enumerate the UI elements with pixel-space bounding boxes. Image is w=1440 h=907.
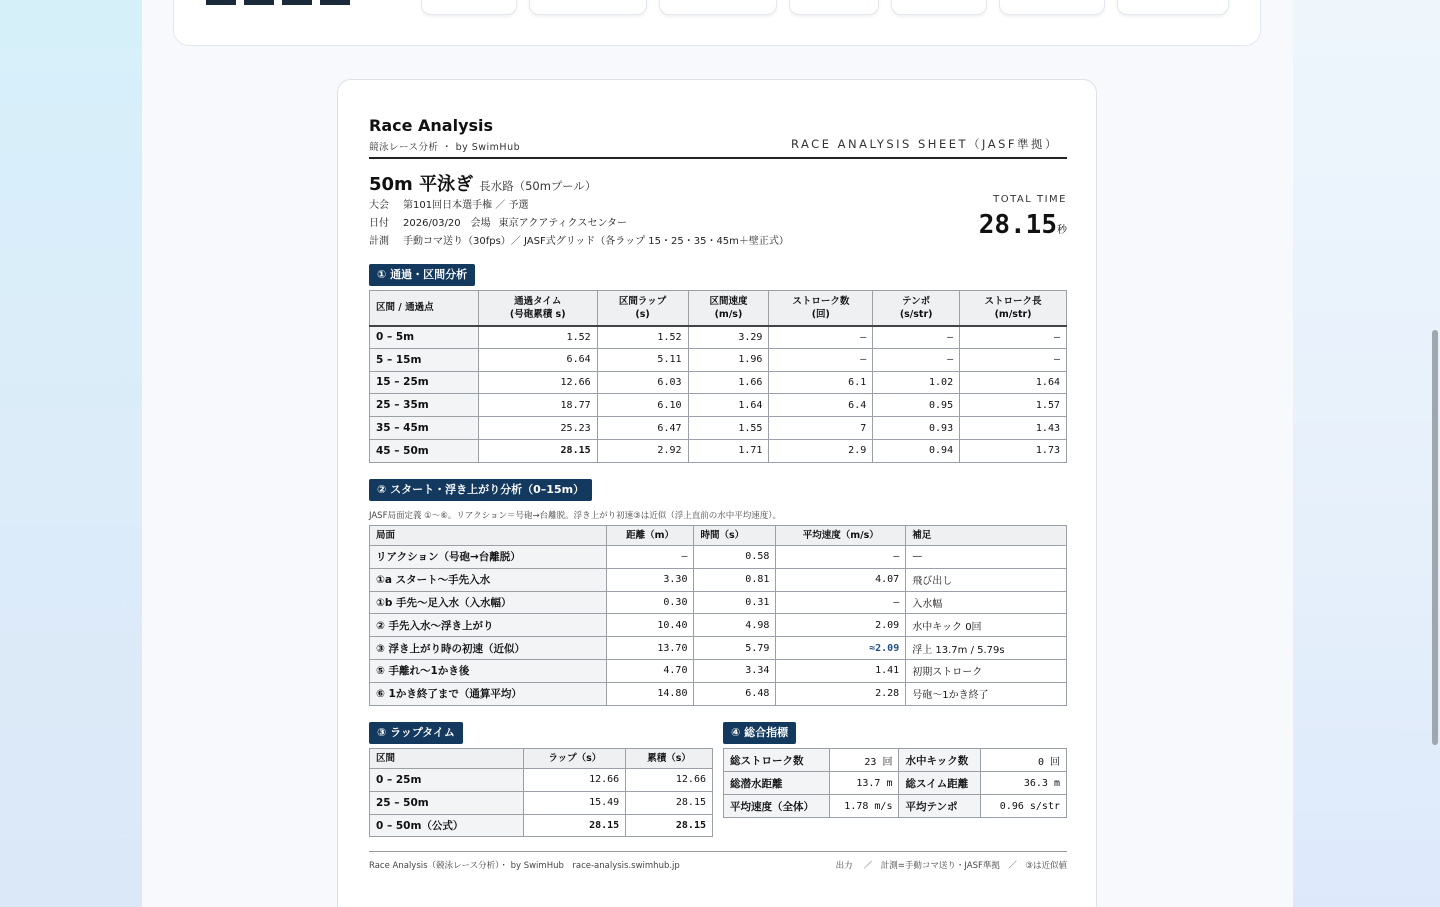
col-phase: 局面: [370, 526, 607, 546]
speed-cell: –: [776, 591, 906, 614]
strokes-cell: –: [769, 326, 873, 349]
note-cell: 飛び出し: [906, 568, 1067, 591]
lap-cell: 1.52: [597, 326, 688, 349]
metric-label: 総ストローク数: [724, 749, 830, 772]
cumulative-cell: 12.66: [626, 769, 713, 792]
table-row: [370, 814, 713, 837]
col-strokes: ストローク数 (回): [769, 291, 873, 326]
section4-heading: ④ 総合指標: [723, 722, 796, 744]
phase-cell: ② 手先入水〜浮き上がり: [370, 614, 607, 637]
length-cell: 1.64: [960, 371, 1067, 394]
segment-cell: 25 – 35m: [370, 394, 479, 417]
nav-button-6[interactable]: [999, 0, 1105, 15]
distance-cell: 10.40: [606, 614, 694, 637]
table-row: [370, 591, 1067, 614]
note-cell: —: [906, 546, 1067, 569]
meet-label: 大会: [369, 200, 389, 211]
summary-metrics-table: [723, 748, 1067, 818]
scrollbar-thumb[interactable]: [1432, 330, 1438, 745]
tempo-cell: 0.94: [873, 439, 960, 462]
col-note: 補足: [906, 526, 1067, 546]
table-row: [370, 791, 713, 814]
total-time-value: 28.15: [978, 210, 1057, 240]
table-row: [370, 614, 1067, 637]
total-time: [979, 210, 1067, 240]
section1-heading: ① 通過・区間分析: [369, 264, 475, 286]
section2-heading: ② スタート・浮き上がり分析（0–15m）: [369, 479, 592, 501]
metric-label: 平均テンポ: [899, 795, 981, 818]
phase-cell: ⑥ 1かき終了まで（通算平均）: [370, 682, 607, 705]
measure-value: 手動コマ送り（30fps）／ JASF式グリッド（各ラップ 15・25・35・45m＋壁正式）: [403, 236, 789, 247]
nav-button-7[interactable]: [1117, 0, 1229, 15]
table-row: [724, 772, 1067, 795]
split-analysis-table: [369, 290, 1067, 463]
table-row: [370, 326, 1067, 349]
metric-value: 23 回: [829, 749, 899, 772]
date-label: 日付: [369, 218, 389, 229]
metric-value: 0 回: [981, 749, 1067, 772]
header-divider: [369, 157, 1067, 159]
note-cell: 水中キック 0回: [906, 614, 1067, 637]
nav-button-5[interactable]: [891, 0, 987, 15]
distance-cell: 4.70: [606, 659, 694, 682]
section2-note: JASF局面定義 ①〜⑥。リアクション＝号砲→台離脱。浮き上がり初速③は近似（浮上直前の水中平均速度）。: [369, 511, 781, 521]
pass-cell: 25.23: [478, 417, 597, 440]
tempo-cell: –: [873, 348, 960, 371]
time-cell: 4.98: [694, 614, 776, 637]
sheet-title: Race Analysis: [369, 116, 494, 135]
length-cell: –: [960, 326, 1067, 349]
time-cell: 0.31: [694, 591, 776, 614]
metric-value: 0.96 s/str: [981, 795, 1067, 818]
metric-value: 1.78 m/s: [829, 795, 899, 818]
col-lap: ラップ（s）: [524, 749, 626, 769]
top-navbar: [173, 0, 1261, 46]
venue-value: 東京アクアティクスセンター: [498, 218, 628, 229]
note-cell: 入水幅: [906, 591, 1067, 614]
phase-cell: ③ 浮き上がり時の初速（近似）: [370, 637, 607, 660]
lap-cell: 28.15: [524, 814, 626, 837]
time-cell: 0.58: [694, 546, 776, 569]
meta-date: [369, 214, 627, 229]
speed-cell: 2.09: [776, 614, 906, 637]
strokes-cell: 6.4: [769, 394, 873, 417]
lap-cell: 6.47: [597, 417, 688, 440]
nav-button-2[interactable]: [529, 0, 647, 15]
section3-heading: ③ ラップタイム: [369, 722, 463, 744]
pass-cell: 18.77: [478, 394, 597, 417]
col-time: 時間（s）: [694, 526, 776, 546]
phase-cell: リアクション（号砲→台離脱）: [370, 546, 607, 569]
table-row: [370, 371, 1067, 394]
distance-cell: 0.30: [606, 591, 694, 614]
table-row: [370, 637, 1067, 660]
phase-cell: ①a スタート〜手先入水: [370, 568, 607, 591]
table-row: [370, 682, 1067, 705]
table-header-row: [370, 291, 1067, 326]
start-analysis-table: [369, 525, 1067, 706]
tempo-cell: 0.95: [873, 394, 960, 417]
total-time-unit: 秒: [1057, 225, 1067, 236]
date-value: 2026/03/20: [403, 218, 461, 229]
pass-cell: 1.52: [478, 326, 597, 349]
table-row: [370, 417, 1067, 440]
speed-cell: ≈2.09: [776, 637, 906, 660]
sheet-subtitle: 競泳レース分析 ・ by SwimHub: [369, 142, 521, 153]
time-cell: 6.48: [694, 682, 776, 705]
table-header-row: [370, 749, 713, 769]
metric-label: 水中キック数: [899, 749, 981, 772]
cumulative-cell: 28.15: [626, 814, 713, 837]
lap-cell: 6.03: [597, 371, 688, 394]
distance-cell: 3.30: [606, 568, 694, 591]
event-pool: 長水路（50mプール）: [479, 179, 597, 193]
note-cell: 号砲〜1かき終了: [906, 682, 1067, 705]
lap-cell: 6.10: [597, 394, 688, 417]
segment-cell: 15 – 25m: [370, 371, 479, 394]
col-lap: 区間ラップ (s): [597, 291, 688, 326]
analysis-sheet: [337, 79, 1097, 907]
meet-value: 第101回日本選手権 ／ 予選: [403, 200, 529, 211]
note-cell: 浮上 13.7m / 5.79s: [906, 637, 1067, 660]
table-row: [370, 439, 1067, 462]
venue-label: 会場: [470, 218, 491, 229]
lap-cell: 5.11: [597, 348, 688, 371]
note-cell: 初期ストローク: [906, 659, 1067, 682]
cumulative-cell: 28.15: [626, 791, 713, 814]
measure-label: 計測: [369, 236, 389, 247]
distance-cell: –: [606, 546, 694, 569]
distance-cell: 13.70: [606, 637, 694, 660]
metric-label: 総潜水距離: [724, 772, 830, 795]
col-avg-speed: 平均速度（m/s）: [776, 526, 906, 546]
table-row: [370, 769, 713, 792]
sheet-label: RACE ANALYSIS SHEET（JASF準拠）: [790, 137, 1059, 151]
meta-measure: [369, 232, 789, 247]
table-row: [370, 568, 1067, 591]
pass-cell: 28.15: [478, 439, 597, 462]
speed-cell: 1.71: [688, 439, 769, 462]
length-cell: 1.57: [960, 394, 1067, 417]
length-cell: 1.43: [960, 417, 1067, 440]
strokes-cell: 2.9: [769, 439, 873, 462]
segment-cell: 0 – 25m: [370, 769, 524, 792]
metric-label: 平均速度（全体）: [724, 795, 830, 818]
col-cumulative: 累積（s）: [626, 749, 713, 769]
segment-cell: 35 – 45m: [370, 417, 479, 440]
table-row: [370, 546, 1067, 569]
speed-cell: –: [776, 546, 906, 569]
speed-cell: 4.07: [776, 568, 906, 591]
speed-cell: 3.29: [688, 326, 769, 349]
nav-button-4[interactable]: [789, 0, 879, 15]
event-title: [369, 170, 596, 196]
right-background: [1293, 0, 1440, 907]
time-cell: 0.81: [694, 568, 776, 591]
time-cell: 3.34: [694, 659, 776, 682]
distance-cell: 14.80: [606, 682, 694, 705]
table-row: [724, 795, 1067, 818]
metric-value: 13.7 m: [829, 772, 899, 795]
col-segment: 区間: [370, 749, 524, 769]
segment-cell: 45 – 50m: [370, 439, 479, 462]
meta-meet: [369, 196, 528, 211]
strokes-cell: 7: [769, 417, 873, 440]
time-cell: 5.79: [694, 637, 776, 660]
event-name: 50m 平泳ぎ: [369, 174, 474, 195]
phase-cell: ①b 手先〜足入水（入水幅）: [370, 591, 607, 614]
col-speed: 区間速度 (m/s): [688, 291, 769, 326]
footer-left: Race Analysis（競泳レース分析）・ by SwimHub race-analysis.swimhub.jp: [369, 861, 680, 871]
brand-logo[interactable]: [204, 0, 354, 5]
nav-button-3[interactable]: [659, 0, 777, 15]
pass-cell: 12.66: [478, 371, 597, 394]
strokes-cell: 6.1: [769, 371, 873, 394]
footer-divider: [369, 851, 1067, 852]
footer-right: 出力 ／ 計測=手動コマ送り・JASF準拠 ／ ③は近似値: [835, 861, 1067, 871]
speed-cell: 1.64: [688, 394, 769, 417]
table-row: [724, 749, 1067, 772]
nav-button-1[interactable]: [421, 0, 517, 15]
speed-cell: 2.28: [776, 682, 906, 705]
col-pass-time: 通過タイム (号砲累積 s): [478, 291, 597, 326]
phase-cell: ⑤ 手離れ〜1かき後: [370, 659, 607, 682]
table-row: [370, 348, 1067, 371]
col-distance: 距離（m）: [606, 526, 694, 546]
speed-cell: 1.96: [688, 348, 769, 371]
col-segment: 区間 / 通過点: [370, 291, 479, 326]
lap-cell: 12.66: [524, 769, 626, 792]
segment-cell: 5 – 15m: [370, 348, 479, 371]
col-tempo: テンポ (s/str): [873, 291, 960, 326]
speed-cell: 1.41: [776, 659, 906, 682]
tempo-cell: 0.93: [873, 417, 960, 440]
length-cell: –: [960, 348, 1067, 371]
speed-cell: 1.66: [688, 371, 769, 394]
total-time-label: TOTAL TIME: [993, 194, 1067, 205]
table-header-row: [370, 526, 1067, 546]
left-background: [0, 0, 142, 907]
segment-cell: 25 – 50m: [370, 791, 524, 814]
table-row: [370, 394, 1067, 417]
lap-time-table: [369, 748, 713, 837]
metric-value: 36.3 m: [981, 772, 1067, 795]
tempo-cell: 1.02: [873, 371, 960, 394]
lap-cell: 15.49: [524, 791, 626, 814]
segment-cell: 0 – 5m: [370, 326, 479, 349]
lap-cell: 2.92: [597, 439, 688, 462]
col-stroke-length: ストローク長 (m/str): [960, 291, 1067, 326]
segment-cell: 0 – 50m（公式）: [370, 814, 524, 837]
length-cell: 1.73: [960, 439, 1067, 462]
tempo-cell: –: [873, 326, 960, 349]
speed-cell: 1.55: [688, 417, 769, 440]
pass-cell: 6.64: [478, 348, 597, 371]
table-row: [370, 659, 1067, 682]
strokes-cell: –: [769, 348, 873, 371]
metric-label: 総スイム距離: [899, 772, 981, 795]
